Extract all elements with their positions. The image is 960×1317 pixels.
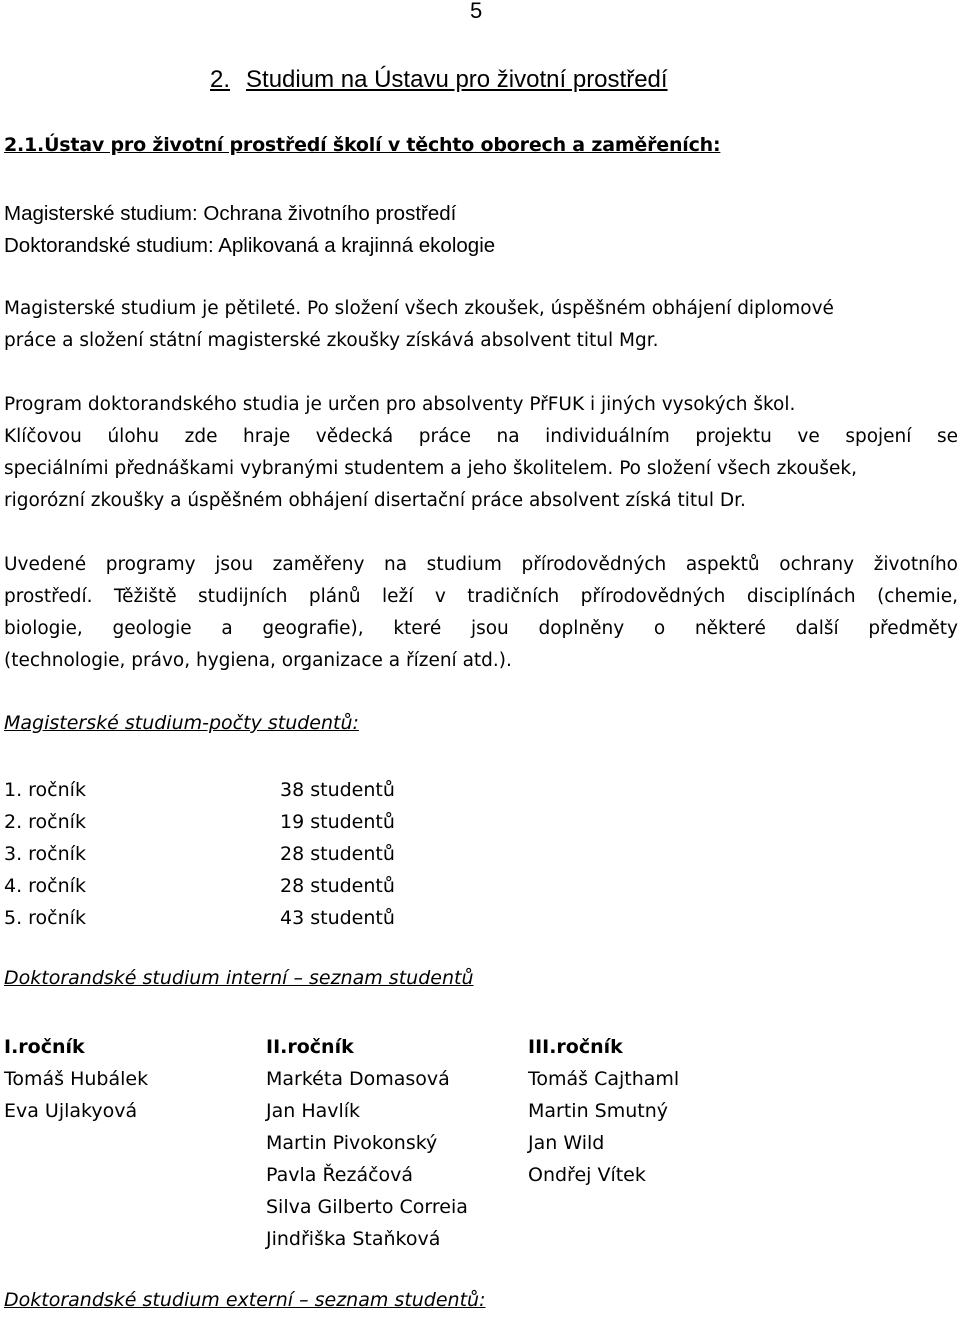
year-label: 1. ročník <box>4 779 86 801</box>
student-name: Pavla Řezáčová <box>266 1164 414 1186</box>
paragraph-doctoral-program <box>4 389 958 517</box>
paragraph-line: Magisterské studium je pětileté. Po složení všech zkoušek, úspěšném obhájení diplomové <box>4 298 834 319</box>
student-count: 19 studentů <box>280 811 395 833</box>
student-name: Martin Pivokonský <box>266 1132 438 1154</box>
student-name: Tomáš Hubálek <box>4 1068 149 1090</box>
chapter-title-text: Studium na Ústavu pro životní prostředí <box>246 66 668 93</box>
student-name: Tomáš Cajthaml <box>528 1068 680 1090</box>
student-count: 28 studentů <box>280 875 395 897</box>
paragraph-line: biologie, geologie a geografie), které jsou doplněny o některé další předměty <box>4 618 958 639</box>
paragraph-line: práce a složení státní magisterské zkoušky získává absolvent titul Mgr. <box>4 330 659 351</box>
year-label: 2. ročník <box>4 811 86 833</box>
paragraph-line: Klíčovou úlohu zde hraje vědecká práce na individuálním projektu ve spojení se <box>4 426 958 447</box>
phd-year-heading: I.ročník <box>4 1036 85 1058</box>
student-count: 28 studentů <box>280 843 395 865</box>
page-number: 5 <box>470 0 483 23</box>
paragraph-line: rigorózní zkoušky a úspěšném obhájení disertační práce absolvent získá titul Dr. <box>4 490 746 511</box>
chapter-title <box>210 66 668 94</box>
paragraph-line: Program doktorandského studia je určen pro absolventy PřFUK i jiných vysokých škol. <box>4 394 796 415</box>
student-name: Markéta Domasová <box>266 1068 450 1090</box>
student-name: Eva Ujlakyová <box>4 1100 138 1122</box>
student-name: Silva Gilberto Correia <box>266 1196 468 1218</box>
masters-counts-heading: Magisterské studium-počty studentů: <box>4 712 359 734</box>
program-masters: Magisterské studium: Ochrana životního prostředí <box>4 202 457 225</box>
phd-external-heading: Doktorandské studium externí – seznam studentů: <box>4 1289 486 1311</box>
year-label: 5. ročník <box>4 907 86 929</box>
phd-year-heading: III.ročník <box>528 1036 623 1058</box>
paragraph-line: speciálními přednáškami vybranými studentem a jeho školitelem. Po složení všech zkoušek, <box>4 458 857 479</box>
student-count: 43 studentů <box>280 907 395 929</box>
student-name: Jan Havlík <box>266 1100 361 1122</box>
phd-year-column-1 <box>4 1031 148 1127</box>
student-name: Jan Wild <box>528 1132 605 1154</box>
program-doctoral: Doktorandské studium: Aplikovaná a krajinná ekologie <box>4 234 496 257</box>
student-name: Jindřiška Staňková <box>266 1228 441 1250</box>
section-title: 2.1.Ústav pro životní prostředí školí v těchto oborech a zaměřeních: <box>4 134 721 156</box>
paragraph-masters-study <box>4 293 958 357</box>
phd-year-column-2 <box>266 1031 468 1255</box>
phd-year-heading: II.ročník <box>266 1036 354 1058</box>
paragraph-line: Uvedené programy jsou zaměřeny na studium přírodovědných aspektů ochrany životního <box>4 554 958 575</box>
phd-internal-heading: Doktorandské studium interní – seznam studentů <box>4 967 474 989</box>
chapter-number: 2. <box>210 66 231 93</box>
program-list <box>4 198 495 262</box>
paragraph-program-focus <box>4 549 958 677</box>
year-label: 3. ročník <box>4 843 86 865</box>
paragraph-line: prostředí. Těžiště studijních plánů leží v tradičních přírodovědných disciplínách (chemie, <box>4 586 958 607</box>
student-name: Ondřej Vítek <box>528 1164 646 1186</box>
year-label: 4. ročník <box>4 875 86 897</box>
student-name: Martin Smutný <box>528 1100 669 1122</box>
student-count: 38 studentů <box>280 779 395 801</box>
paragraph-line: (technologie, právo, hygiena, organizace a řízení atd.). <box>4 650 512 671</box>
phd-year-column-3 <box>528 1031 679 1191</box>
